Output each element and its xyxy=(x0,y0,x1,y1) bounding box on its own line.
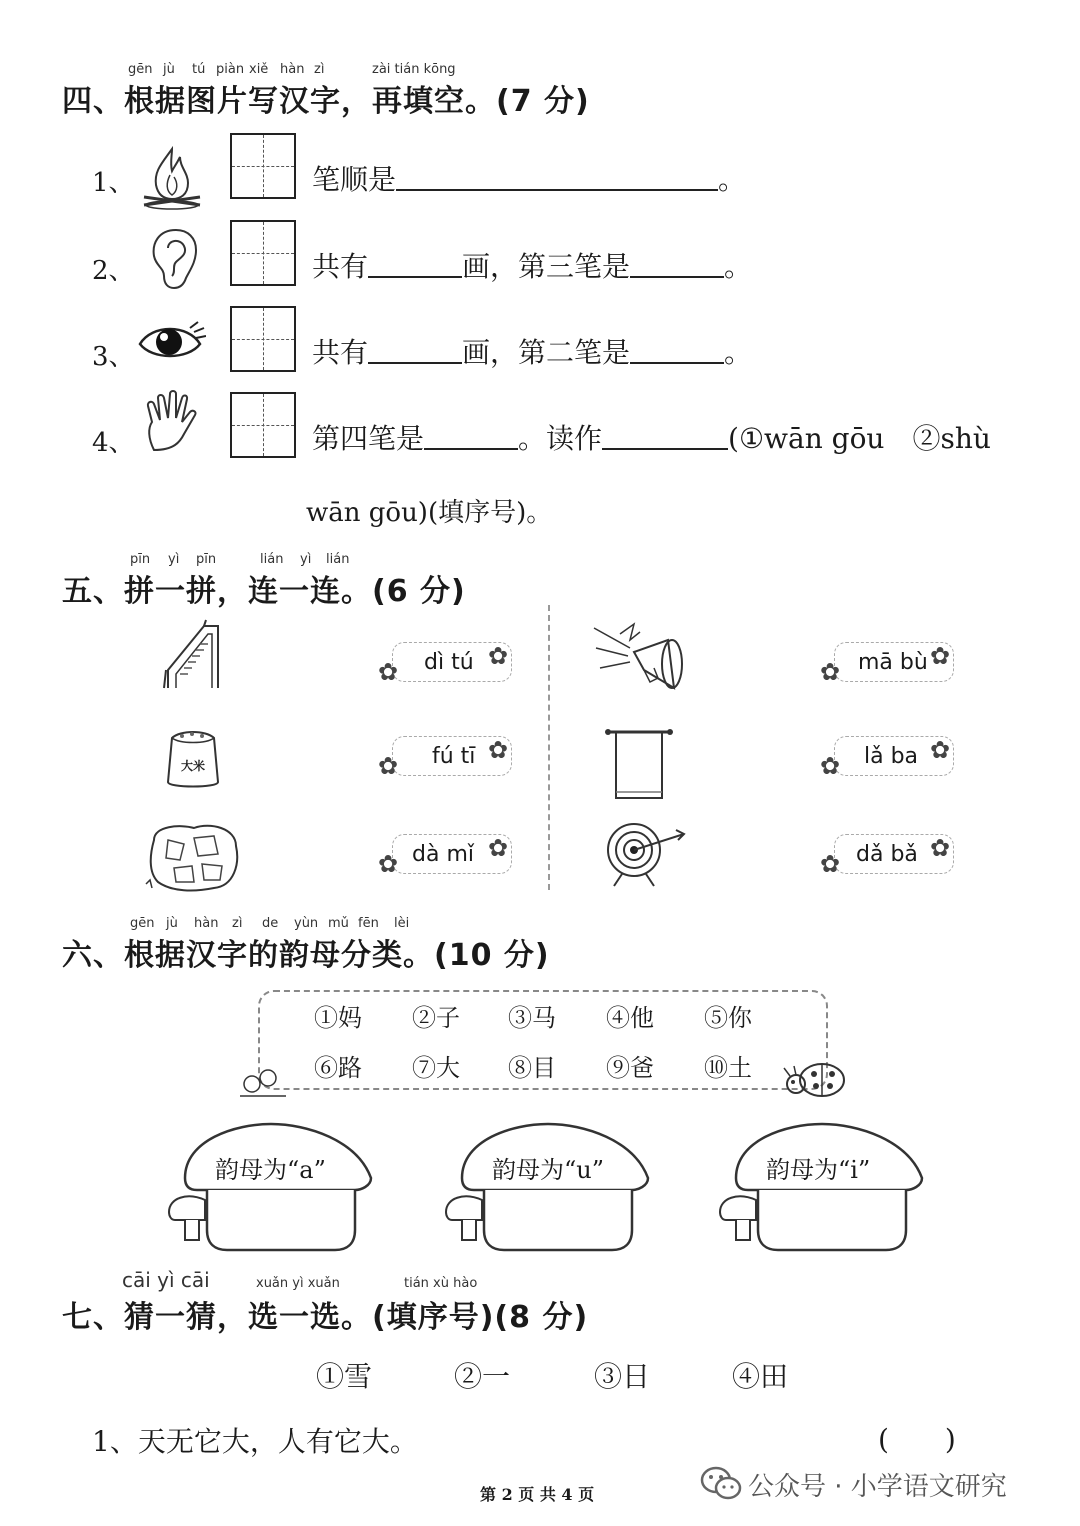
target-icon xyxy=(600,820,690,888)
pinyin-yi-2: yì xyxy=(300,552,312,567)
character-option: ⑥路 xyxy=(314,1054,362,1082)
answer-blank[interactable] xyxy=(368,338,462,364)
answer-blank[interactable] xyxy=(630,252,724,278)
pinyin-card-text: dì tú xyxy=(424,650,474,675)
pinyin-de: de xyxy=(262,916,279,931)
question-number: 1、 xyxy=(92,168,135,198)
star-icon: ✿ xyxy=(378,850,399,878)
answer-choice: ③日 xyxy=(594,1360,651,1393)
mushroom-basket-a xyxy=(165,1120,377,1254)
towel-icon xyxy=(604,726,674,804)
q2-text-c: 。 xyxy=(724,250,753,283)
pinyin-lian: lián xyxy=(260,552,284,567)
ear-icon xyxy=(146,226,202,292)
character-option: ②子 xyxy=(412,1004,460,1032)
pinyin-ju: jù xyxy=(166,916,178,931)
section-5-title: 五、拼一拼，连一连。(6 分) xyxy=(62,574,466,609)
tianzi-grid-1[interactable] xyxy=(230,133,296,199)
q4-text-a: 第四笔是 xyxy=(312,422,425,455)
pinyin-ju: jù xyxy=(163,62,175,77)
q4-text-b: 。读作 xyxy=(518,422,603,455)
q4-continuation: wān gōu)(填序号)。 xyxy=(306,498,553,528)
section-7-title: 七、猜一猜，选一选。(填序号)(8 分) xyxy=(62,1300,589,1335)
pinyin-card-text: dà mǐ xyxy=(412,842,474,867)
pinyin-xuan-yi-xuan: xuǎn yì xuǎn xyxy=(256,1276,340,1291)
character-option: ④他 xyxy=(606,1004,654,1032)
mushroom-label-a: 韵母为“a” xyxy=(215,1156,326,1184)
pinyin-lian-2: lián xyxy=(326,552,350,567)
answer-choice: ②一 xyxy=(454,1360,511,1393)
pinyin-zi: zì xyxy=(314,62,325,77)
pinyin-cai-yi-cai: cāi yì cāi xyxy=(122,1268,210,1292)
pinyin-fen: fēn xyxy=(358,916,379,931)
q1-text-a: 笔顺是 xyxy=(312,163,397,196)
pinyin-card-text: fú tī xyxy=(432,744,476,769)
answer-blank[interactable] xyxy=(602,424,728,450)
rice-bag-label: 大米 xyxy=(181,759,206,773)
pinyin-mu: mǔ xyxy=(328,916,349,931)
pinyin-gen: gēn xyxy=(128,62,153,77)
pinyin-pin: pīn xyxy=(130,552,151,567)
tianzi-grid-4[interactable] xyxy=(230,392,296,458)
answer-blank[interactable] xyxy=(424,424,518,450)
map-icon xyxy=(144,820,244,894)
star-icon: ✿ xyxy=(488,834,509,862)
character-option: ⑤你 xyxy=(704,1004,752,1032)
pinyin-card-text: dǎ bǎ xyxy=(856,842,918,867)
q1-text-b: 。 xyxy=(718,163,747,196)
eye-icon xyxy=(136,318,206,366)
pinyin-gen: gēn xyxy=(130,916,155,931)
pinyin-pian: piàn xyxy=(216,62,245,77)
question-number: 4、 xyxy=(92,428,135,458)
column-divider xyxy=(548,605,550,890)
pinyin-xie: xiě xyxy=(249,62,269,77)
rice-bag-icon xyxy=(160,726,226,792)
tianzi-grid-3[interactable] xyxy=(230,306,296,372)
character-option: ①妈 xyxy=(314,1004,362,1032)
mushroom-label-i: 韵母为“i” xyxy=(766,1156,871,1184)
pinyin-tian-xu-hao: tián xù hào xyxy=(404,1276,478,1291)
answer-choice: ④田 xyxy=(732,1360,789,1393)
riddle-question-1: 1、天无它大，人有它大。 xyxy=(92,1425,418,1458)
star-icon: ✿ xyxy=(820,850,841,878)
star-icon: ✿ xyxy=(378,658,399,686)
character-option: ③马 xyxy=(508,1004,556,1032)
page-footer: 第 2 页 共 4 页 xyxy=(480,1485,595,1504)
pinyin-han: hàn xyxy=(280,62,305,77)
pinyin-card-text: lǎ ba xyxy=(864,744,919,769)
star-icon: ✿ xyxy=(930,834,951,862)
character-option: ⑨爸 xyxy=(606,1054,654,1082)
fire-icon xyxy=(140,145,204,211)
q1-line xyxy=(312,158,746,198)
q2-line xyxy=(312,245,752,285)
star-icon: ✿ xyxy=(820,658,841,686)
q4-line xyxy=(312,417,991,457)
mushroom-label-u: 韵母为“u” xyxy=(492,1156,604,1184)
q3-text-c: 。 xyxy=(724,336,753,369)
star-icon: ✿ xyxy=(930,642,951,670)
pinyin-zai-tian-kong: zài tián kōng xyxy=(372,62,456,77)
character-option: ⑦大 xyxy=(412,1054,460,1082)
pinyin-card-text: mā bù xyxy=(858,650,928,675)
section-6-title: 六、根据汉字的韵母分类。(10 分) xyxy=(62,938,550,973)
wechat-icon xyxy=(700,1464,744,1502)
megaphone-icon xyxy=(590,618,702,694)
q3-line xyxy=(312,331,752,371)
pinyin-yun: yùn xyxy=(294,916,319,931)
section-4-title: 四、根据图片写汉字，再填空。(7 分) xyxy=(62,84,590,119)
answer-blank[interactable] xyxy=(396,165,718,191)
character-option: ⑧目 xyxy=(508,1054,556,1082)
q3-text-b: 画，第二笔是 xyxy=(462,336,631,369)
pinyin-zi: zì xyxy=(232,916,243,931)
pinyin-yi: yì xyxy=(168,552,180,567)
answer-blank[interactable] xyxy=(630,338,724,364)
star-icon: ✿ xyxy=(930,736,951,764)
star-icon: ✿ xyxy=(488,642,509,670)
watermark: 公众号 · 小学语文研究 xyxy=(748,1472,1007,1502)
answer-parentheses[interactable]: ( ) xyxy=(878,1423,956,1456)
mushroom-basket-i xyxy=(716,1120,928,1254)
ladybug-icon xyxy=(780,1056,850,1100)
pinyin-lei: lèi xyxy=(394,916,410,931)
flower-icon xyxy=(238,1064,288,1100)
q4-text-c: (①wān gōu ②shù xyxy=(728,422,991,455)
q2-text-a: 共有 xyxy=(312,250,369,283)
pinyin-pin-2: pīn xyxy=(196,552,217,567)
tianzi-grid-2[interactable] xyxy=(230,220,296,286)
pinyin-han: hàn xyxy=(194,916,219,931)
pinyin-tu: tú xyxy=(192,62,206,77)
character-option: ⑩土 xyxy=(704,1054,752,1082)
answer-choice: ①雪 xyxy=(316,1360,373,1393)
star-icon: ✿ xyxy=(820,752,841,780)
star-icon: ✿ xyxy=(488,736,509,764)
answer-blank[interactable] xyxy=(368,252,462,278)
mushroom-basket-u xyxy=(442,1120,654,1254)
q2-text-b: 画，第三笔是 xyxy=(462,250,631,283)
hand-icon xyxy=(140,388,202,454)
question-number: 2、 xyxy=(92,256,135,286)
star-icon: ✿ xyxy=(378,752,399,780)
escalator-icon xyxy=(160,618,226,692)
question-number: 3、 xyxy=(92,342,135,372)
q3-text-a: 共有 xyxy=(312,336,369,369)
